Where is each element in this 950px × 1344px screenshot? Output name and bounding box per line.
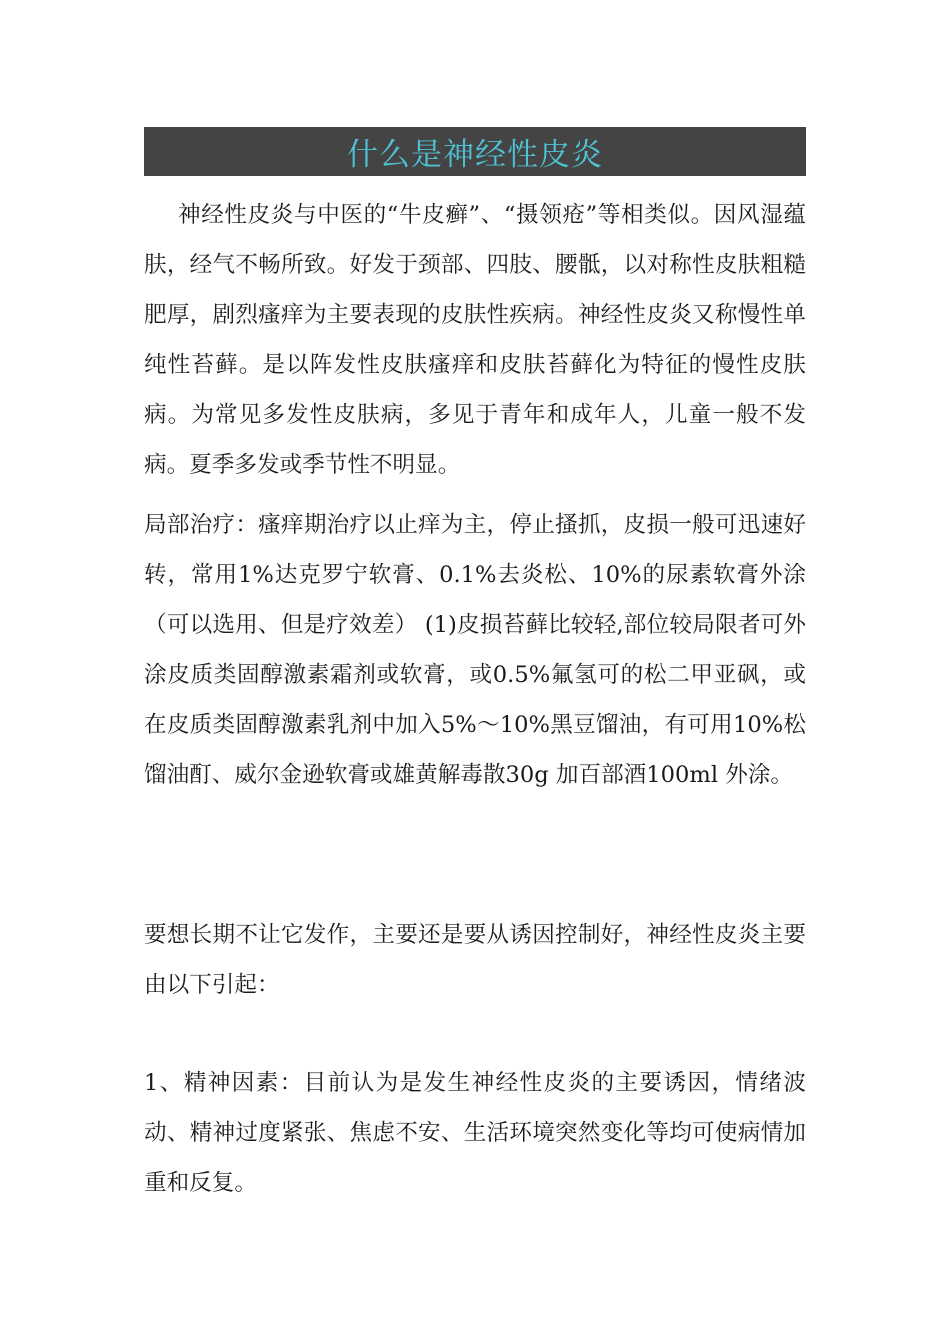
intro-paragraph: 神经性皮炎与中医的“牛皮癣”、“摄领疮”等相类似。因风湿蕴肤，经气不畅所致。好发于颈部、四肢、腰骶，以对称性皮肤粗糙肥厚，剧烈瘙痒为主要表现的皮肤性疾病。神经性皮炎又称慢性单纯性苔藓。是以阵发性皮肤瘙痒和皮肤苔藓化为特征的慢性皮肤病。为常见多发性皮肤病，多见于青年和成年人，儿童一般不发病。夏季多发或季节性不明显。 <box>144 202 806 478</box>
mental-factor-paragraph: 1、精神因素：目前认为是发生神经性皮炎的主要诱因，情绪波动、精神过度紧张、焦虑不安、生活环境突然变化等均可使病情加重和反复。 <box>144 1070 806 1196</box>
page-title: 什么是神经性皮炎 <box>347 137 603 173</box>
local-treatment-paragraph: 局部治疗：瘙痒期治疗以止痒为主，停止搔抓，皮损一般可迅速好转，常用1%达克罗宁软膏、0.1%去炎松、10%的尿素软膏外涂（可以选用、但是疗效差） (1)皮损苔藓比较轻,部位较局限者可外涂皮质类固醇激素霜剂或软膏，或0.5%氟氢可的松二甲亚砜，或在皮质类固醇激素乳剂中加入5%～10%黑豆馏油，有可用10%松馏油酊、威尔金逊软膏或雄黄解毒散30g 加百部酒100ml 外涂。 <box>144 512 806 788</box>
triggers-intro-paragraph: 要想长期不让它发作，主要还是要从诱因控制好，神经性皮炎主要由以下引起： <box>144 922 806 998</box>
title-bar <box>144 127 806 176</box>
